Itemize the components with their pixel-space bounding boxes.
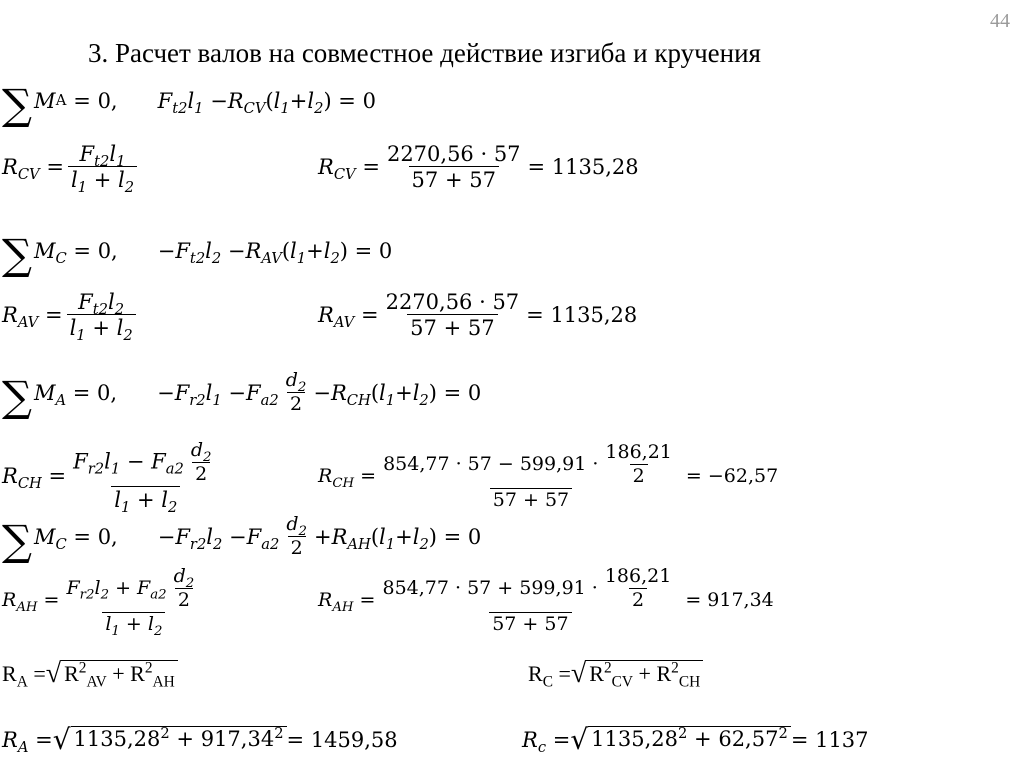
equation-rch-value: $R_{CH}$ = 854,77 · 57 − 599,91 · $\frac{186,21}{2}$ 57 + 57 = −62,57 — [318, 441, 779, 511]
equation-moment-c-horizontal: ∑ $M_C$ = 0, − $F_{r2}l_2$ − $F_{a2}$ $\frac{d_2}{2}$ + $R_{AH}$ ( $l_1$ + $l_2$ ) = 0 — [2, 513, 482, 565]
page-number: 44 — [990, 10, 1010, 32]
equation-moment-c-vertical: ∑ $M_C$ = 0, − $F_{t2}l_2$ − $R_{AV}$ ( $l_1$ + $l_2$ ) = 0 — [2, 230, 393, 279]
equation-rah-formula: $R_{AH}$ = $F_{r2}l_2 + F_{a2}$ $\frac{d_2}{2}$ $l_1 + l_2$ — [2, 565, 195, 639]
equation-moment-a-horizontal: ∑ $M_A$ = 0, − $F_{r2}l_1$ − $F_{a2}$ $\frac{d_2}{2}$ − $R_{CH}$ ( $l_1$ + $l_2$ ) = 0 — [2, 369, 482, 421]
equation-rcv-value: $R_{CV}$ = $\frac{2270,56 \cdot 57}{57 + 57}$ = 1135,28 — [318, 142, 639, 193]
equation-rch-formula: $R_{CH}$ = $F_{r2}l_1 - F_{a2}$ $\frac{d_2}{2}$ $l_1 + l_2$ — [2, 439, 212, 516]
equation-rc-value: $R_c$ = √ $1135,28^2 + 62,57^2$ = 1137 — [522, 723, 869, 757]
equation-rah-value: $R_{AH}$ = 854,77 · 57 + 599,91 · $\frac{186,21}{2}$ 57 + 57 = 917,34 — [318, 565, 774, 635]
page-title: 3. Расчет валов на совместное действие изгиба и кручения — [88, 38, 761, 68]
equation-rc-formula: $R_C$ = √ $R^2_{CV} + R^2_{CH}$ — [528, 660, 703, 688]
equation-moment-a-vertical: ∑ M А = 0, $F_{t2}l_1$ − $R_{CV}$ ( $l_1$ + $l_2$ ) = 0 — [2, 80, 376, 129]
equation-rav-value: $R_{AV}$ = $\frac{2270,56 \cdot 57}{57 + 57}$ = 1135,28 — [318, 290, 638, 341]
equation-rav-formula: $R_{AV}$ = $\frac{F_{t2}l_2}{l_1 + l_2}$ — [2, 290, 140, 340]
equation-rcv-formula: $R_{CV}$ = $\frac{F_{t2}l_1}{l_1 + l_2}$ — [2, 142, 141, 192]
equation-ra-value: $R_A$ = √ $1135,28^2 + 917,34^2$ = 1459,58 — [2, 723, 398, 757]
equation-ra-formula: $R_A$ = √ $R^2_{AV} + R^2_{AH}$ — [2, 660, 178, 688]
